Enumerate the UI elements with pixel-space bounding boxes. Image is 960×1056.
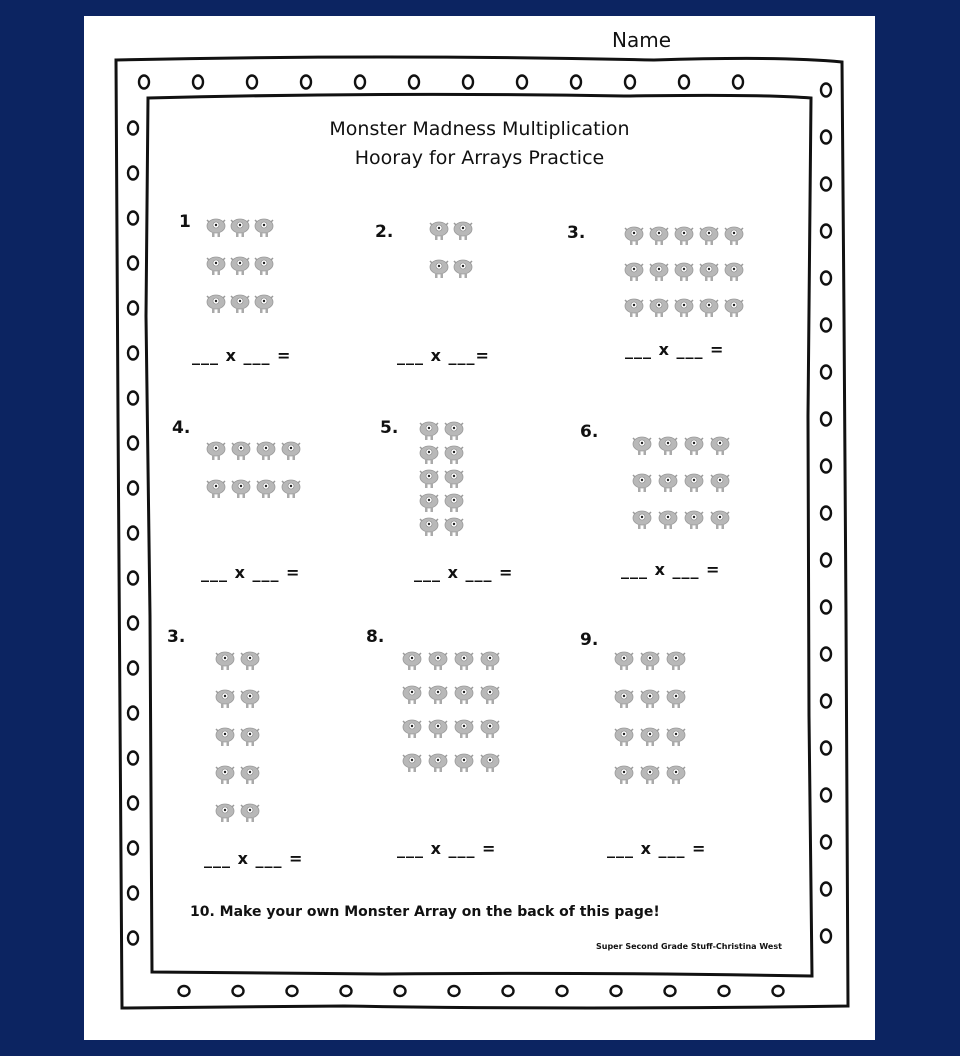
monster-icon xyxy=(622,260,646,282)
border-circle xyxy=(821,460,831,473)
monster-icon xyxy=(664,687,688,709)
monster-icon xyxy=(612,687,636,709)
monster-icon xyxy=(478,751,502,773)
monster-icon xyxy=(612,725,636,747)
monster-icon xyxy=(478,683,502,705)
problem-number: 4. xyxy=(172,418,191,438)
border-circle xyxy=(821,272,831,285)
border-circle xyxy=(821,789,831,802)
equation-blank[interactable]: ___ x ___ = xyxy=(201,563,301,582)
border-circle xyxy=(517,76,527,89)
monster-icon xyxy=(630,508,654,530)
monster-icon xyxy=(254,477,278,499)
border-circle xyxy=(665,986,676,996)
monster-icon xyxy=(722,224,746,246)
monster-icon xyxy=(708,434,732,456)
equation-blank[interactable]: ___ x ___ = xyxy=(192,346,292,365)
border-circle xyxy=(128,257,138,270)
monster-icon xyxy=(672,296,696,318)
border-circle xyxy=(611,986,622,996)
border-circle xyxy=(409,76,419,89)
monster-icon xyxy=(279,439,303,461)
monster-icon xyxy=(664,725,688,747)
problem-number: 9. xyxy=(580,630,599,650)
border-circle xyxy=(821,930,831,943)
problem-number: 8. xyxy=(366,627,385,647)
border-circle xyxy=(733,76,743,89)
border-circle xyxy=(821,84,831,97)
monster-icon xyxy=(442,443,466,465)
border-circle xyxy=(128,437,138,450)
name-label: Name xyxy=(612,28,672,52)
monster-icon xyxy=(426,717,450,739)
border-circle xyxy=(821,366,831,379)
monster-icon xyxy=(672,260,696,282)
monster-icon xyxy=(252,216,276,238)
border-circle xyxy=(821,601,831,614)
worksheet-page xyxy=(84,16,875,1040)
monster-icon xyxy=(238,649,262,671)
monster-icon xyxy=(204,292,228,314)
monster-icon xyxy=(672,224,696,246)
border-circle xyxy=(679,76,689,89)
border-circle xyxy=(128,797,138,810)
monster-icon xyxy=(238,725,262,747)
monster-icon xyxy=(638,687,662,709)
equation-blank[interactable]: ___ x ___ = xyxy=(621,560,721,579)
monster-icon xyxy=(228,292,252,314)
monster-icon xyxy=(417,467,441,489)
border-circle xyxy=(128,302,138,315)
monster-icon xyxy=(442,467,466,489)
border-circle xyxy=(128,842,138,855)
monster-icon xyxy=(622,224,646,246)
monster-icon xyxy=(426,649,450,671)
border-circle xyxy=(128,617,138,630)
border-circle xyxy=(557,986,568,996)
monster-icon xyxy=(656,471,680,493)
monster-icon xyxy=(478,717,502,739)
monster-icon xyxy=(478,649,502,671)
equation-blank[interactable]: ___ x ___ = xyxy=(414,563,514,582)
border-circle xyxy=(719,986,730,996)
monster-icon xyxy=(426,751,450,773)
border-circle xyxy=(128,662,138,675)
problem-number: 3. xyxy=(567,223,586,243)
border-circle xyxy=(128,572,138,585)
monster-icon xyxy=(682,508,706,530)
border-circle xyxy=(395,986,406,996)
equation-blank[interactable]: ___ x ___ = xyxy=(397,839,497,858)
monster-icon xyxy=(697,224,721,246)
monster-icon xyxy=(426,683,450,705)
monster-icon xyxy=(452,683,476,705)
monster-icon xyxy=(229,439,253,461)
monster-icon xyxy=(612,649,636,671)
border-circle xyxy=(301,76,311,89)
monster-icon xyxy=(204,254,228,276)
monster-icon xyxy=(708,508,732,530)
monster-icon xyxy=(417,419,441,441)
border-circle xyxy=(821,319,831,332)
equation-blank[interactable]: ___ x ___ = xyxy=(204,849,304,868)
border-circle xyxy=(821,648,831,661)
monster-icon xyxy=(722,296,746,318)
problem-number: 5. xyxy=(380,418,399,438)
equation-blank[interactable]: ___ x ___ = xyxy=(607,839,707,858)
monster-icon xyxy=(279,477,303,499)
border-circle xyxy=(193,76,203,89)
problem-number: 1 xyxy=(179,212,191,232)
monster-icon xyxy=(442,491,466,513)
monster-icon xyxy=(638,649,662,671)
monster-icon xyxy=(722,260,746,282)
monster-icon xyxy=(238,763,262,785)
monster-icon xyxy=(656,434,680,456)
border-circle xyxy=(128,482,138,495)
border-circle xyxy=(821,695,831,708)
border-circle xyxy=(341,986,352,996)
monster-icon xyxy=(204,477,228,499)
border-circle xyxy=(625,76,635,89)
monster-icon xyxy=(647,296,671,318)
border-circle xyxy=(773,986,784,996)
monster-icon xyxy=(204,439,228,461)
monster-icon xyxy=(664,649,688,671)
border-circle xyxy=(355,76,365,89)
border-circle xyxy=(128,887,138,900)
monster-icon xyxy=(442,419,466,441)
monster-icon xyxy=(417,443,441,465)
border-circle xyxy=(821,742,831,755)
border-circle xyxy=(463,76,473,89)
border-circle xyxy=(821,554,831,567)
monster-icon xyxy=(213,687,237,709)
border-circle xyxy=(571,76,581,89)
monster-icon xyxy=(252,292,276,314)
monster-icon xyxy=(682,471,706,493)
border-circle xyxy=(821,413,831,426)
problem-number: 2. xyxy=(375,222,394,242)
credit-text: Super Second Grade Stuff-Christina West xyxy=(596,942,782,951)
monster-icon xyxy=(400,717,424,739)
monster-icon xyxy=(213,801,237,823)
monster-icon xyxy=(417,491,441,513)
monster-icon xyxy=(451,219,475,241)
monster-icon xyxy=(228,216,252,238)
monster-icon xyxy=(708,471,732,493)
monster-icon xyxy=(238,801,262,823)
border-circle xyxy=(139,76,149,89)
monster-icon xyxy=(647,224,671,246)
monster-icon xyxy=(254,439,278,461)
monster-icon xyxy=(213,725,237,747)
border-circle xyxy=(287,986,298,996)
worksheet-subtitle: Hooray for Arrays Practice xyxy=(354,147,605,169)
doodle-border xyxy=(84,16,875,1040)
border-circle xyxy=(128,212,138,225)
border-circle xyxy=(503,986,514,996)
border-circle xyxy=(821,507,831,520)
monster-icon xyxy=(213,649,237,671)
problem-number: 6. xyxy=(580,422,599,442)
border-circle xyxy=(128,392,138,405)
monster-icon xyxy=(638,763,662,785)
monster-icon xyxy=(400,751,424,773)
monster-icon xyxy=(697,260,721,282)
monster-icon xyxy=(252,254,276,276)
monster-icon xyxy=(238,687,262,709)
monster-icon xyxy=(656,508,680,530)
border-circle xyxy=(233,986,244,996)
border-circle xyxy=(128,527,138,540)
border-circle xyxy=(449,986,460,996)
border-circle xyxy=(128,707,138,720)
monster-icon xyxy=(452,649,476,671)
monster-icon xyxy=(630,471,654,493)
monster-icon xyxy=(647,260,671,282)
monster-icon xyxy=(622,296,646,318)
monster-icon xyxy=(612,763,636,785)
monster-icon xyxy=(682,434,706,456)
monster-icon xyxy=(400,683,424,705)
border-circle xyxy=(179,986,190,996)
monster-icon xyxy=(451,257,475,279)
monster-icon xyxy=(228,254,252,276)
monster-icon xyxy=(442,515,466,537)
border-circle xyxy=(821,178,831,191)
monster-icon xyxy=(664,763,688,785)
worksheet-title: Monster Madness Multiplication xyxy=(329,118,630,140)
monster-icon xyxy=(452,717,476,739)
monster-icon xyxy=(400,649,424,671)
equation-blank[interactable]: ___ x ___ = xyxy=(625,340,725,359)
equation-blank[interactable]: ___ x ___= xyxy=(397,346,490,365)
monster-icon xyxy=(452,751,476,773)
border-circle xyxy=(128,932,138,945)
monster-icon xyxy=(697,296,721,318)
monster-icon xyxy=(204,216,228,238)
border-circle xyxy=(821,836,831,849)
border-circle xyxy=(128,347,138,360)
border-circle xyxy=(821,225,831,238)
monster-icon xyxy=(213,763,237,785)
border-circle xyxy=(821,883,831,896)
problem-number: 3. xyxy=(167,627,186,647)
monster-icon xyxy=(630,434,654,456)
monster-icon xyxy=(229,477,253,499)
monster-icon xyxy=(638,725,662,747)
problem-10-instruction: 10. Make your own Monster Array on the back of this page! xyxy=(190,904,660,920)
monster-icon xyxy=(427,219,451,241)
border-circle xyxy=(247,76,257,89)
border-circle xyxy=(128,752,138,765)
monster-icon xyxy=(417,515,441,537)
monster-icon xyxy=(427,257,451,279)
